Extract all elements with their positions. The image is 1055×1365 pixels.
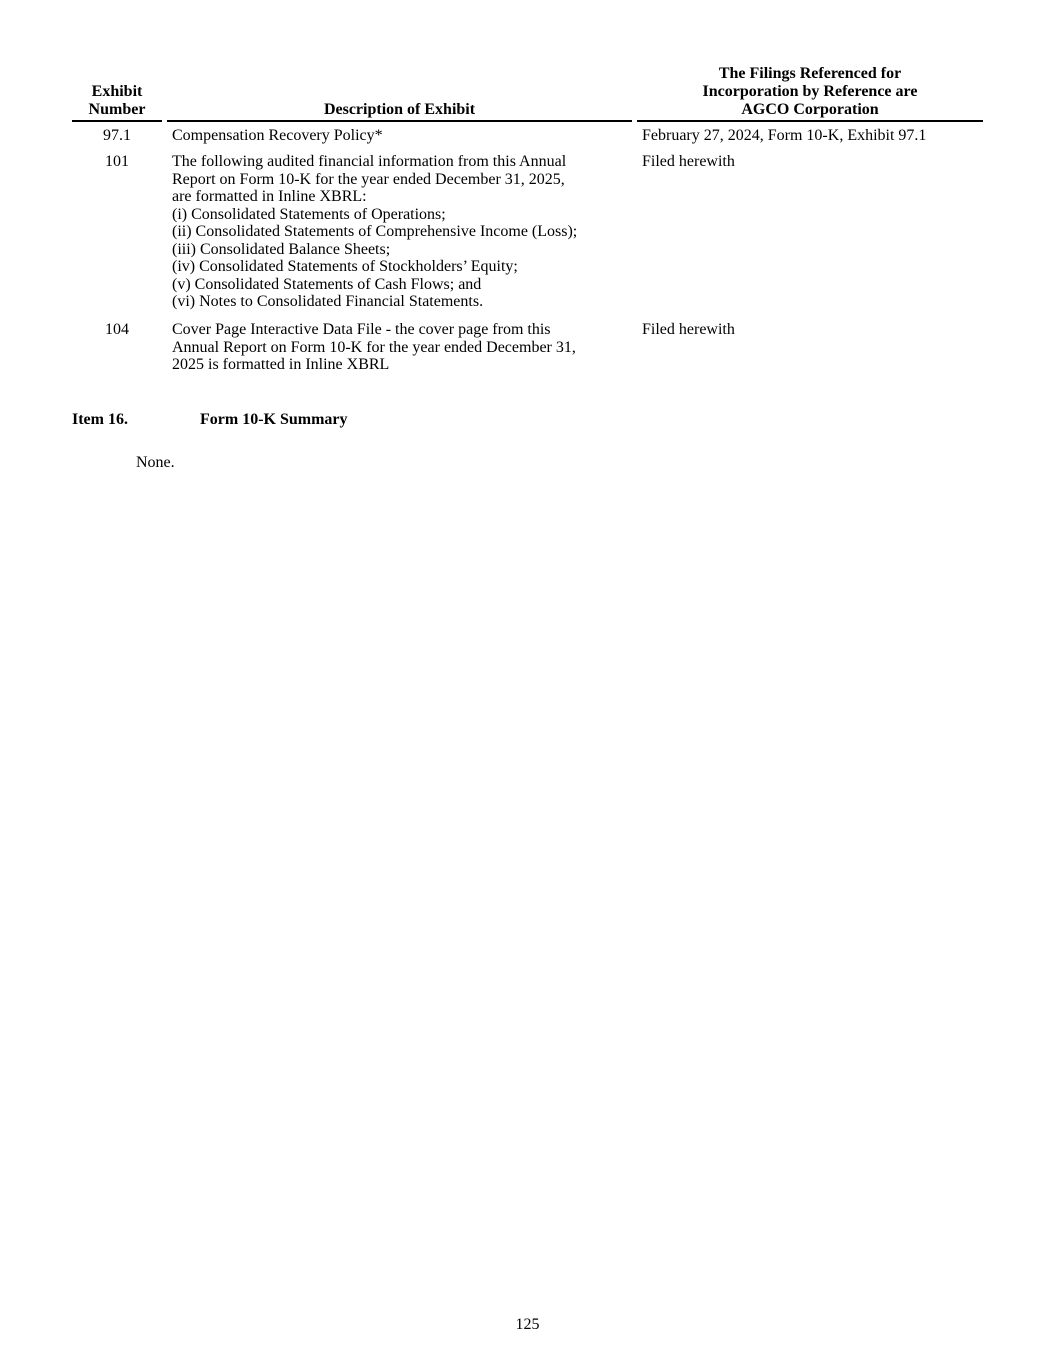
header-rule <box>167 120 632 122</box>
description-line: (ii) Consolidated Statements of Comprehensive Income (Loss); <box>172 223 578 240</box>
description-line: (iv) Consolidated Statements of Stockholders’ Equity; <box>172 258 518 275</box>
exhibit-reference: Filed herewith <box>642 153 735 170</box>
exhibit-description <box>172 153 632 311</box>
description-line: The following audited financial information from this Annual <box>172 153 567 170</box>
item-label: Item 16. <box>72 411 128 428</box>
description-line: Report on Form 10-K for the year ended December 31, 2025, <box>172 170 565 188</box>
exhibit-number: 104 <box>105 321 129 338</box>
description-line: (iii) Consolidated Balance Sheets; <box>172 240 391 258</box>
exhibit-description <box>172 321 632 374</box>
description-line: (v) Consolidated Statements of Cash Flows; and <box>172 275 482 293</box>
header-exhibit-number <box>72 83 162 119</box>
exhibit-description <box>172 127 632 145</box>
description-line: Compensation Recovery Policy* <box>172 127 383 144</box>
exhibit-number: 101 <box>105 153 129 170</box>
header-filings-referenced <box>637 65 983 119</box>
exhibit-reference: Filed herewith <box>642 321 735 338</box>
header-filings-line: Incorporation by Reference are <box>702 83 918 100</box>
exhibit-reference: February 27, 2024, Form 10-K, Exhibit 97.1 <box>642 127 927 144</box>
header-rule <box>637 120 983 122</box>
header-description: Description of Exhibit <box>323 101 476 118</box>
description-line: 2025 is formatted in Inline XBRL <box>172 356 390 373</box>
header-rule <box>72 120 162 122</box>
header-exhibit-number-line: Exhibit <box>91 83 143 100</box>
exhibit-number: 97.1 <box>103 127 131 144</box>
description-line: Annual Report on Form 10-K for the year ended December 31, <box>172 338 576 356</box>
item-body-text: None. <box>136 454 175 471</box>
header-filings-line: The Filings Referenced for <box>718 65 902 82</box>
description-line: Cover Page Interactive Data File - the cover page from this <box>172 321 551 338</box>
page-number: 125 <box>515 1316 540 1333</box>
description-line: (vi) Notes to Consolidated Financial Statements. <box>172 293 484 310</box>
header-filings-line: AGCO Corporation <box>741 101 879 118</box>
header-exhibit-number-line: Number <box>88 101 146 118</box>
description-line: (i) Consolidated Statements of Operations; <box>172 205 446 223</box>
description-line: are formatted in Inline XBRL: <box>172 188 367 205</box>
item-title: Form 10-K Summary <box>200 411 348 428</box>
